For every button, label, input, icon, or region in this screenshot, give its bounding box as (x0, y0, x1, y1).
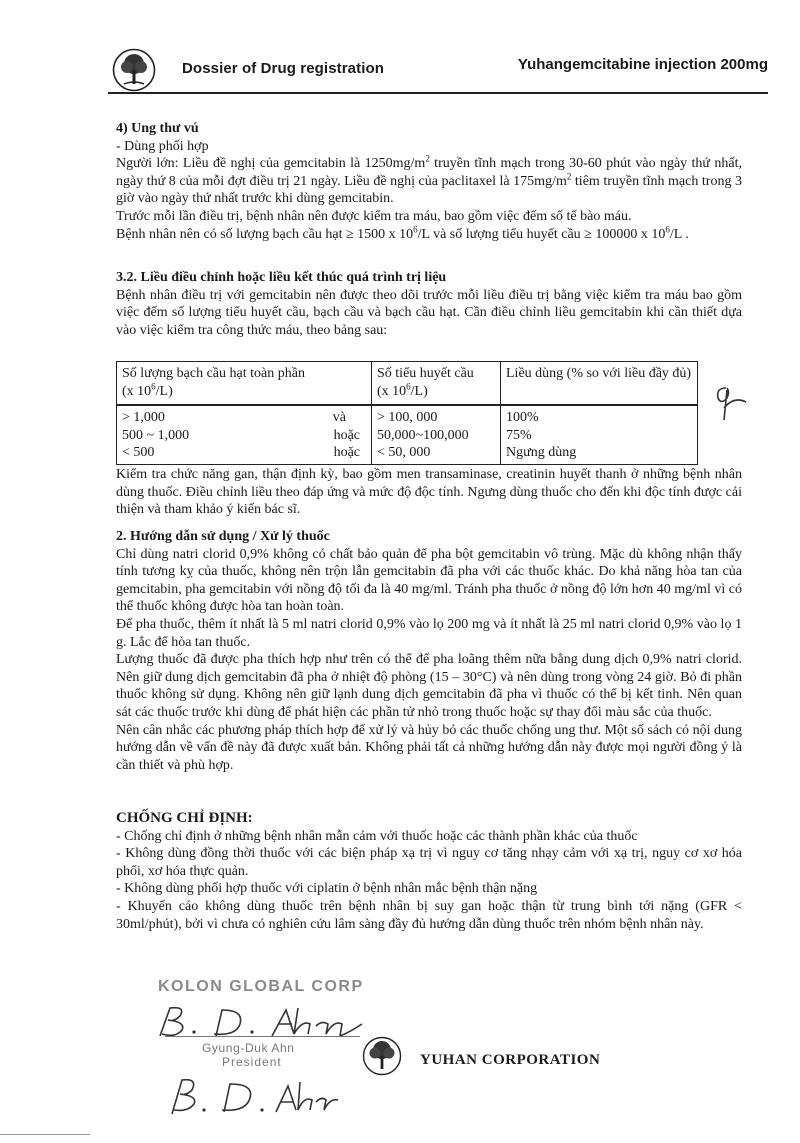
corporation-name: YUHAN CORPORATION (420, 1052, 601, 1068)
table-cell: < 50, 000 (372, 444, 501, 464)
blood-test-paragraph: Trước mỗi lần điều trị, bệnh nhân nên được kiểm tra máu, bao gồm việc đếm số tế bào máu. (116, 208, 632, 224)
tree-logo-icon (112, 48, 156, 92)
yuhan-tree-logo-icon (362, 1036, 402, 1076)
adjustment-intro: Bệnh nhân điều trị với gemcitabin nên được theo dõi trước mỗi liều điều trị bằng việc kiểm tra máu bao gồm việc đếm số lượng tiểu huyết cầu, bạch cầu và bạch cầu hạt. Cần điều chỉnh liều gemcitabin khi cần thiết dựa vào việc kiểm tra công thức máu, theo bảng sau: (116, 287, 742, 338)
count-requirement-paragraph: Bệnh nhân nên có số lượng bạch cầu hạt ≥ 1500 x $10^6/L$ và số lượng tiểu huyết cầu ≥ 100000 x $10^6/L$ . (116, 223, 689, 242)
handwritten-mark-icon (712, 378, 762, 428)
liver-kidney-check (116, 466, 742, 519)
dose-table-wrap (116, 357, 698, 465)
company-stamp: KOLON GLOBAL CORP (158, 978, 364, 995)
contraindication-item: - Khuyến cáo không dùng thuốc trên bệnh nhân bị suy gan hoặc thận từ trung bình tới nặng (GFR < 30ml/phút), bởi vì chưa có nghiên cứu lâm sàng đầy đủ hướng dẫn dùng thuốc trên nhóm bệnh nhân này. (116, 898, 742, 932)
section-heading: CHỐNG CHỈ ĐỊNH: (116, 810, 253, 826)
section-heading: 4) Ung thư vú (116, 121, 199, 136)
table-cell: 75% (501, 427, 698, 445)
section-heading: 2. Hướng dẫn sử dụng / Xử lý thuốc (116, 529, 330, 544)
table-row (117, 427, 698, 445)
usage-paragraph: Nên cân nhắc các phương pháp thích hợp để xử lý và hủy bỏ các thuốc chống ung thư. Một số sách có nội dung hướng dẫn về vấn đề này đã được xuất bản. Không phải tất cả những hướng dẫn này được mọi người đồng ý là cần thiết và phù hợp. (116, 722, 742, 773)
breast-cancer-section (116, 120, 742, 243)
dose-adjustment-section (116, 269, 742, 339)
page-header (108, 40, 768, 96)
contraindication-item: - Chống chỉ định ở những bệnh nhân mẫn cảm với thuốc hoặc các thành phần khác của thuốc (116, 828, 638, 844)
table-row (117, 405, 698, 427)
table-header-cell: Số lượng bạch cầu hạt toàn phần (x $10^6/L$) (117, 362, 372, 406)
combination-label: - Dùng phối hợp (116, 138, 209, 154)
dose-table (116, 361, 698, 465)
table-cell: > 1,000 và (117, 405, 372, 427)
dossier-title: Dossier of Drug registration (182, 60, 384, 77)
table-cell: < 500 hoặc (117, 444, 372, 464)
table-cell: 100% (501, 405, 698, 427)
monitoring-paragraph: Kiểm tra chức năng gan, thận định kỳ, bao gồm men transaminase, creatinin huyết thanh ở những bệnh nhân dùng thuốc. Điều chỉnh liều theo đáp ứng và mức độ độc tính. Ngưng dùng thuốc cho đến khi độc tính được cải thiện và tham khảo ý kiến bác sĩ. (116, 467, 742, 518)
table-cell: Ngưng dùng (501, 444, 698, 464)
header-divider (108, 92, 768, 94)
usage-paragraph: Để pha thuốc, thêm ít nhất là 5 ml natri clorid 0,9% vào lọ 200 mg và ít nhất là 25 ml natri clorid 0,9% vào lọ 1 g. Lắc để hòa tan thuốc. (116, 616, 742, 650)
table-header-cell: Số tiểu huyết cầu (x $10^6/L$) (372, 362, 501, 406)
table-cell: > 100, 000 (372, 405, 501, 427)
usage-paragraph: Lượng thuốc đã được pha thích hợp như trên có thể để pha loãng thêm nữa bằng dung dịch 0,9% natri clorid. Nên giữ dung dịch gemcitabin đã pha ở nhiệt độ phòng (15 – 30°C) và nên dùng trong vòng 24 giờ. Bỏ đi phần thuốc không sử dụng. Không nên giữ lạnh dung dịch gemcitabin đã pha vì thuốc có thể bị kết tinh. Nên quan sát các thuốc trước khi dùng để phát hiện các phần tử nhỏ trong thuốc hoặc sự thay đổi màu sắc của thuốc. (116, 652, 742, 720)
signer-title: President (222, 1055, 282, 1069)
contraindications-section (116, 810, 742, 933)
contraindication-item: - Không dùng đồng thời thuốc với các biện pháp xạ trị vì nguy cơ tăng nhạy cảm với xạ trị, nguy cơ xơ hóa phổi, xơ hóa thực quản. (116, 846, 742, 879)
product-title: Yuhangemcitabine injection 200mg (517, 56, 768, 73)
signer-name: Gyung-Duk Ahn (202, 1041, 295, 1055)
section-heading: 3.2. Liều điều chỉnh hoặc liều kết thúc quá trình trị liệu (116, 270, 447, 285)
signature-icon (162, 1072, 342, 1120)
usage-paragraph: Chỉ dùng natri clorid 0,9% không có chất bảo quản để pha bột gemcitabin vô trùng. Mặc dù không nhận thấy tính tương kỵ của thuốc, không nên trộn lẫn gemcitabin đã pha với các thuốc khác. Do khả năng hòa tan của gemcitabin, pha gemcitabin với nồng độ tối đa là 40 mg/ml. Tránh pha thuốc ở nồng độ lớn hơn 40 mg/ml vì có thể thuốc không được hòa tan hoàn toàn. (116, 546, 742, 615)
table-header-row (117, 362, 698, 406)
adult-dose-paragraph: Người lớn: Liều đề nghị của gemcitabin là $1250mg/m^2$ truyền tĩnh mạch trong 30-60 phút vào ngày thứ nhất, ngày thứ 8 của mỗi đợt điều trị 21 ngày. Liều đề nghị của paclitaxel là $175mg/m^2$ tiêm truyền tĩnh mạch trong 3 giờ vào ngày thứ nhất trước khi dùng gemcitabin. (116, 153, 743, 207)
table-header-cell: Liều dùng (% so với liều đầy đủ) (501, 362, 698, 406)
table-row (117, 444, 698, 464)
signature-line (165, 1036, 360, 1037)
contraindication-item: - Không dùng phối hợp thuốc với ciplatin ở bệnh nhân mắc bệnh thận nặng (116, 881, 538, 897)
table-cell: 500 ~ 1,000 hoặc (117, 427, 372, 445)
usage-section (116, 528, 742, 774)
table-cell: 50,000~100,000 (372, 427, 501, 445)
footer-divider (0, 1134, 90, 1135)
